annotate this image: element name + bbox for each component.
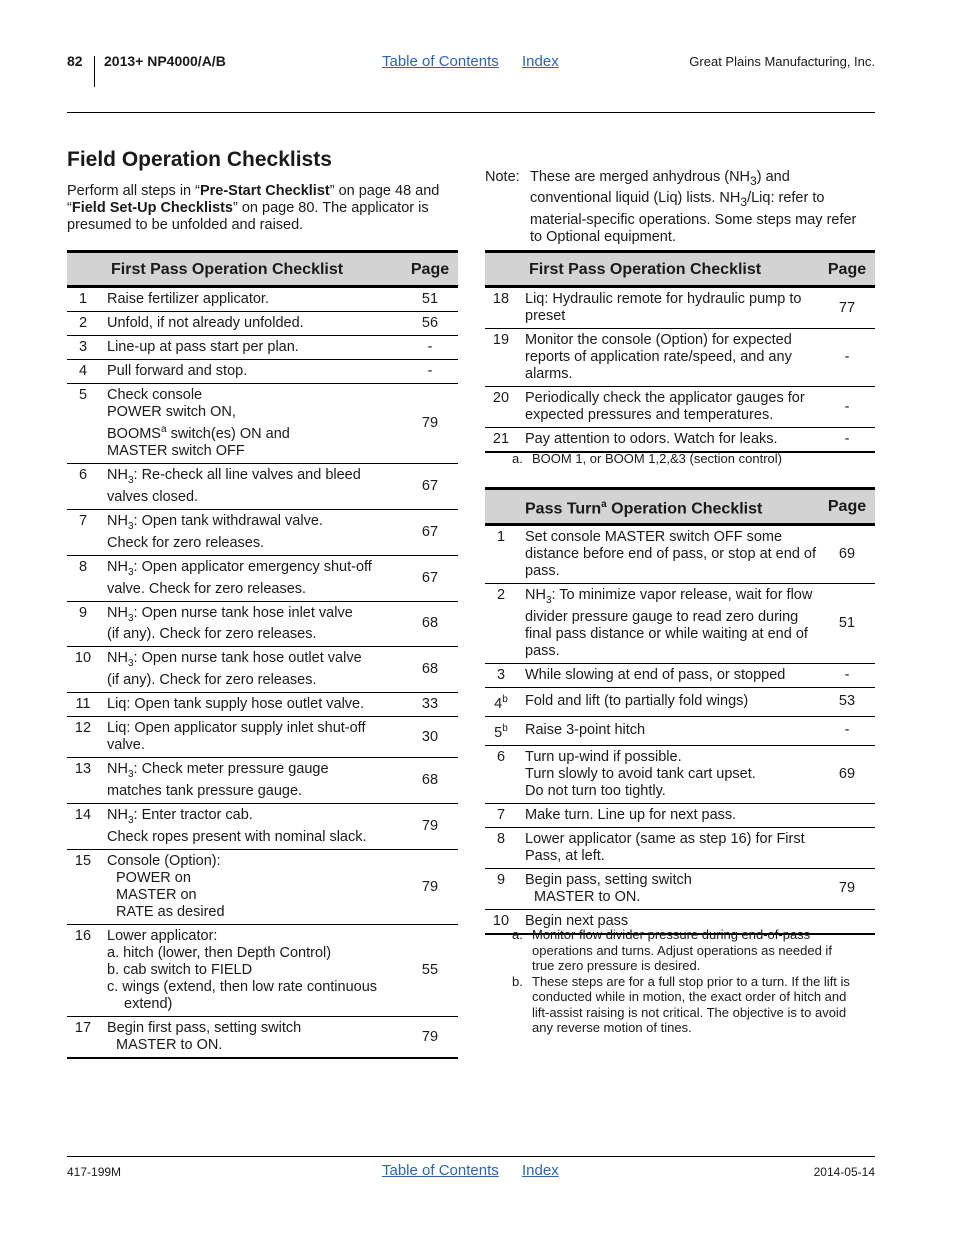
pass-turn-footnotes bbox=[512, 927, 852, 1036]
step-number: 17 bbox=[67, 1017, 103, 1059]
step-number: 3 bbox=[67, 336, 103, 360]
checklist-row bbox=[485, 329, 875, 387]
checklist-row bbox=[485, 803, 875, 827]
step-page: - bbox=[819, 716, 875, 745]
subscript: 3 bbox=[127, 658, 134, 670]
step-page: - bbox=[402, 360, 458, 384]
step-number: 1 bbox=[67, 287, 103, 312]
checklist-row bbox=[67, 693, 458, 717]
checklist-row bbox=[67, 758, 458, 804]
subscript: 3 bbox=[127, 520, 134, 532]
step-number: 4 bbox=[67, 360, 103, 384]
checklist-row bbox=[67, 925, 458, 1017]
footnote-text: BOOM 1, or BOOM 1,2,&3 (section control) bbox=[532, 451, 782, 466]
step-page: 79 bbox=[819, 868, 875, 909]
subscript: 3 bbox=[127, 612, 134, 624]
step-page bbox=[819, 803, 875, 827]
step-text bbox=[103, 647, 402, 693]
checklist-row bbox=[485, 663, 875, 687]
checklist-row bbox=[485, 745, 875, 803]
checklist-row bbox=[485, 687, 875, 716]
step-line: extend) bbox=[124, 996, 173, 1013]
checklist-row bbox=[485, 716, 875, 745]
checklist-row bbox=[485, 584, 875, 664]
step-page: 79 bbox=[402, 850, 458, 925]
footer-toc-link[interactable]: Table of Contents bbox=[382, 1162, 499, 1179]
header-text: Operation Checklist bbox=[606, 500, 763, 518]
step-line: Raise fertilizer applicator. bbox=[107, 291, 269, 307]
intro-text: ” on page 48 and “ bbox=[67, 183, 440, 216]
step-text bbox=[103, 312, 402, 336]
step-line: Pull forward and stop. bbox=[107, 363, 248, 379]
step-line: Check for zero releases. bbox=[107, 534, 265, 551]
step-text bbox=[521, 329, 819, 387]
subscript: 3 bbox=[750, 173, 757, 188]
step-text bbox=[521, 387, 819, 428]
checklist-row bbox=[67, 384, 458, 464]
step-line: MASTER on bbox=[116, 887, 197, 904]
step-line: Check console bbox=[107, 387, 203, 403]
step-line: Lower applicator (same as step 16) for First Pass, at left. bbox=[525, 830, 805, 864]
first-pass-footnotes bbox=[512, 451, 872, 467]
step-line: Liq: Open tank supply hose outlet valve. bbox=[107, 696, 365, 713]
step-page: 56 bbox=[402, 312, 458, 336]
step-page: - bbox=[819, 663, 875, 687]
step-number: 18 bbox=[485, 287, 521, 329]
step-number: 10 bbox=[67, 647, 103, 693]
header-rule bbox=[67, 112, 875, 113]
checklist-row bbox=[485, 428, 875, 453]
intro-paragraph bbox=[67, 183, 447, 234]
step-page: 67 bbox=[402, 555, 458, 601]
step-page: 68 bbox=[402, 758, 458, 804]
footnote-label: a. bbox=[512, 927, 523, 942]
step-line: Lower applicator: bbox=[107, 928, 218, 945]
checklist-row bbox=[485, 827, 875, 868]
first-pass-checklist-right bbox=[485, 250, 875, 453]
step-page: 33 bbox=[402, 693, 458, 717]
step-line: Fold and lift (to partially fold wings) bbox=[525, 693, 749, 710]
checklist-row bbox=[67, 647, 458, 693]
intro-text: ” on page 80. The applicator is presumed to be unfolded and raised. bbox=[67, 200, 429, 233]
step-line: Turn up-wind if possible. bbox=[525, 748, 682, 765]
step-page: - bbox=[819, 329, 875, 387]
step-line: c. wings (extend, then low rate continuous bbox=[107, 979, 378, 996]
footnote-text: These steps are for a full stop prior to a turn. If the lift is conducted while in motion, the exact order of hitch and lift-assist raising is not critical. The objective is to avoid any reverse motion of tines. bbox=[532, 973, 850, 1035]
subscript: 3 bbox=[127, 769, 134, 781]
page-header: Page bbox=[402, 252, 458, 287]
step-line: POWER switch ON, bbox=[107, 404, 236, 420]
header-text: Pass Turn bbox=[525, 500, 602, 518]
note-text bbox=[530, 169, 865, 247]
step-line: Liq: Open applicator supply inlet shut-off valve. bbox=[107, 720, 366, 754]
step-text bbox=[521, 287, 819, 329]
checklist-row bbox=[67, 850, 458, 925]
step-text bbox=[521, 868, 819, 909]
checklist-row bbox=[67, 312, 458, 336]
subscript: 3 bbox=[127, 815, 134, 827]
footnote-text: Monitor flow divider pressure during end-of-pass operations and turns. Adjust operations as needed if true zero pressure is desired. bbox=[532, 927, 832, 973]
step-number: 1 bbox=[485, 525, 521, 584]
step-line: MASTER to ON. bbox=[116, 1037, 223, 1054]
step-line: BOOMS$^a$ switch(es) ON and bbox=[107, 424, 290, 442]
step-line: Begin next pass bbox=[525, 912, 629, 929]
step-line: b. cab switch to FIELD bbox=[107, 962, 253, 979]
step-line: Pay attention to odors. Watch for leaks. bbox=[525, 431, 778, 447]
checklist-header: First Pass Operation Checklist bbox=[103, 252, 402, 287]
doc-number: 417-199M bbox=[67, 1165, 122, 1179]
checklist-row bbox=[67, 509, 458, 555]
footnote bbox=[512, 927, 852, 974]
footnote bbox=[512, 974, 852, 1036]
step-text bbox=[103, 555, 402, 601]
checklist-row bbox=[67, 336, 458, 360]
step-number: 20 bbox=[485, 387, 521, 428]
step-page: - bbox=[819, 387, 875, 428]
step-line: $NH_3$: Open nurse tank hose inlet valve bbox=[107, 604, 353, 624]
note-text-part: ) and conventional liquid (Liq) lists. NH bbox=[530, 169, 790, 207]
step-line: matches tank pressure gauge. bbox=[107, 783, 303, 800]
step-number: 3 bbox=[485, 663, 521, 687]
step-number: 9 bbox=[485, 868, 521, 909]
step-line: Unfold, if not already unfolded. bbox=[107, 315, 304, 331]
step-line: $NH_3$: Re-check all line valves and bleed valves closed. bbox=[107, 466, 361, 505]
step-number: 2 bbox=[485, 584, 521, 664]
superscript: b bbox=[502, 722, 508, 734]
step-page: 69 bbox=[819, 525, 875, 584]
step-number: 10 bbox=[485, 909, 521, 934]
footnote bbox=[512, 451, 872, 467]
step-line: MASTER switch OFF bbox=[107, 442, 245, 459]
step-line: Turn slowly to avoid tank cart upset. bbox=[525, 765, 756, 782]
subscript: 3 bbox=[127, 474, 134, 486]
num-header bbox=[485, 489, 521, 525]
step-page: 55 bbox=[402, 925, 458, 1017]
step-line: While slowing at end of pass, or stopped bbox=[525, 666, 786, 683]
checklist-row bbox=[67, 804, 458, 850]
step-line: Periodically check the applicator gauges for expected pressures and temperatures. bbox=[525, 390, 805, 423]
step-text bbox=[103, 509, 402, 555]
checklist-header: First Pass Operation Checklist bbox=[521, 252, 819, 287]
step-page: 79 bbox=[402, 804, 458, 850]
step-number: 19 bbox=[485, 329, 521, 387]
step-text bbox=[103, 287, 402, 312]
step-number: 16 bbox=[67, 925, 103, 1017]
step-number: 8 bbox=[67, 555, 103, 601]
step-page: 69 bbox=[819, 745, 875, 803]
step-line: Make turn. Line up for next pass. bbox=[525, 806, 737, 823]
footnote-label: a. bbox=[512, 451, 523, 466]
step-text bbox=[103, 925, 402, 1017]
step-page: 68 bbox=[402, 647, 458, 693]
step-text bbox=[521, 827, 819, 868]
step-line: MASTER to ON. bbox=[534, 888, 641, 905]
subscript: 3 bbox=[740, 195, 748, 210]
step-number: 12 bbox=[67, 717, 103, 758]
step-page: - bbox=[819, 428, 875, 453]
step-line: RATE as desired bbox=[116, 904, 225, 921]
step-number: 6 bbox=[67, 463, 103, 509]
step-number: 6 bbox=[485, 745, 521, 803]
checklist-row bbox=[67, 463, 458, 509]
page-header: Page bbox=[819, 252, 875, 287]
checklist-row bbox=[485, 287, 875, 329]
step-number: 9 bbox=[67, 601, 103, 647]
step-text bbox=[521, 745, 819, 803]
step-text bbox=[521, 525, 819, 584]
footnote-marker: a bbox=[601, 498, 607, 510]
step-line: $NH_3$: Open nurse tank hose outlet valve bbox=[107, 650, 362, 670]
step-page: 51 bbox=[402, 287, 458, 312]
step-text bbox=[521, 687, 819, 716]
step-line: POWER on bbox=[116, 870, 191, 887]
footnote-label: b. bbox=[512, 973, 523, 989]
checklist-row bbox=[67, 555, 458, 601]
step-text bbox=[103, 463, 402, 509]
step-line: $NH_3$: Open tank withdrawal valve. bbox=[107, 512, 323, 532]
checklist-row bbox=[67, 1017, 458, 1059]
step-line: Liq: Hydraulic remote for hydraulic pump to preset bbox=[525, 291, 802, 324]
step-number: 5$^b$ bbox=[485, 716, 521, 745]
step-text bbox=[103, 717, 402, 758]
note-text-part: These are merged anhydrous (NH bbox=[530, 169, 751, 185]
checklist-row bbox=[485, 525, 875, 584]
step-line: Begin pass, setting switch bbox=[525, 871, 692, 888]
step-text bbox=[103, 693, 402, 717]
step-number: 5 bbox=[67, 384, 103, 464]
step-line: $NH_3$: To minimize vapor release, wait for flow divider pressure gauge to read zero during final pass distance or while waiting at end of pass. bbox=[525, 587, 813, 659]
step-line: Check ropes present with nominal slack. bbox=[107, 829, 367, 846]
step-page: 30 bbox=[402, 717, 458, 758]
step-line: Line-up at pass start per plan. bbox=[107, 339, 299, 355]
header-toc-link[interactable]: Table of Contents bbox=[382, 53, 499, 70]
superscript: b bbox=[502, 693, 508, 705]
step-page: 51 bbox=[819, 584, 875, 664]
pass-turn-checklist bbox=[485, 487, 875, 935]
section-title: Field Operation Checklists bbox=[67, 148, 332, 171]
step-page: 67 bbox=[402, 509, 458, 555]
step-page bbox=[819, 827, 875, 868]
step-number: 15 bbox=[67, 850, 103, 925]
step-number: 21 bbox=[485, 428, 521, 453]
step-page: 68 bbox=[402, 601, 458, 647]
step-text bbox=[103, 758, 402, 804]
step-text bbox=[521, 428, 819, 453]
pre-start-ref: Pre-Start Checklist bbox=[199, 183, 330, 199]
step-text bbox=[521, 716, 819, 745]
step-line: Raise 3-point hitch bbox=[525, 722, 646, 739]
step-number: 2 bbox=[67, 312, 103, 336]
step-text bbox=[103, 1017, 402, 1059]
step-text bbox=[103, 850, 402, 925]
checklist-row bbox=[67, 601, 458, 647]
step-number: 7 bbox=[485, 803, 521, 827]
field-setup-ref: Field Set-Up Checklists bbox=[71, 200, 233, 216]
subscript: 3 bbox=[545, 594, 552, 606]
step-line: Begin first pass, setting switch bbox=[107, 1020, 302, 1037]
first-pass-checklist-left bbox=[67, 250, 458, 1059]
step-number: 8 bbox=[485, 827, 521, 868]
step-page: 79 bbox=[402, 1017, 458, 1059]
checklist-row bbox=[67, 360, 458, 384]
step-page: - bbox=[402, 336, 458, 360]
checklist-row bbox=[485, 868, 875, 909]
checklist-row bbox=[67, 717, 458, 758]
step-text bbox=[103, 804, 402, 850]
step-text bbox=[103, 384, 402, 464]
page-header: Page bbox=[819, 489, 875, 525]
step-line: Console (Option): bbox=[107, 853, 221, 870]
footer-rule bbox=[67, 1156, 875, 1157]
step-line: Monitor the console (Option) for expected reports of application rate/speed, and any alarms. bbox=[525, 332, 792, 382]
step-page: 67 bbox=[402, 463, 458, 509]
step-number: 13 bbox=[67, 758, 103, 804]
checklist-header bbox=[521, 489, 819, 525]
num-header bbox=[485, 252, 521, 287]
step-page: 77 bbox=[819, 287, 875, 329]
step-number: 4$^b$ bbox=[485, 687, 521, 716]
step-text bbox=[521, 663, 819, 687]
footer-index-link[interactable]: Index bbox=[522, 1162, 559, 1179]
publish-date: 2014-05-14 bbox=[813, 1165, 875, 1179]
step-number: 14 bbox=[67, 804, 103, 850]
checklist-row bbox=[67, 287, 458, 312]
subscript: 3 bbox=[127, 566, 134, 578]
step-line: $NH_3$: Check meter pressure gauge bbox=[107, 761, 329, 781]
step-text bbox=[103, 336, 402, 360]
step-text bbox=[103, 360, 402, 384]
superscript: a bbox=[160, 424, 167, 435]
step-line: $NH_3$: Enter tractor cab. bbox=[107, 807, 253, 827]
step-line: a. hitch (lower, then Depth Control) bbox=[107, 945, 332, 962]
document-title: 2013+ NP4000/A/B bbox=[104, 53, 226, 69]
page-number: 82 bbox=[67, 53, 83, 69]
num-header bbox=[67, 252, 103, 287]
company-name: Great Plains Manufacturing, Inc. bbox=[689, 54, 875, 69]
step-line: (if any). Check for zero releases. bbox=[107, 672, 317, 689]
checklist-row bbox=[485, 387, 875, 428]
step-line: $NH_3$: Open applicator emergency shut-off valve. Check for zero releases. bbox=[107, 558, 372, 597]
step-text bbox=[521, 584, 819, 664]
step-text bbox=[521, 803, 819, 827]
note-block bbox=[485, 169, 865, 247]
intro-text: Perform all steps in “ bbox=[67, 183, 200, 199]
step-number: 11 bbox=[67, 693, 103, 717]
step-line: Set console MASTER switch OFF some distance before end of pass, or stop at end of pass. bbox=[525, 529, 816, 579]
note-label: Note: bbox=[485, 169, 520, 185]
note-text-part: /Liq: refer to material-specific operations. Some steps may refer to Optional equipment. bbox=[530, 190, 857, 246]
header-divider bbox=[94, 56, 95, 87]
step-page: 79 bbox=[402, 384, 458, 464]
header-index-link[interactable]: Index bbox=[522, 53, 559, 70]
step-page: 53 bbox=[819, 687, 875, 716]
step-line: Do not turn too tightly. bbox=[525, 782, 666, 799]
step-line: (if any). Check for zero releases. bbox=[107, 626, 317, 643]
step-text bbox=[103, 601, 402, 647]
step-number: 7 bbox=[67, 509, 103, 555]
